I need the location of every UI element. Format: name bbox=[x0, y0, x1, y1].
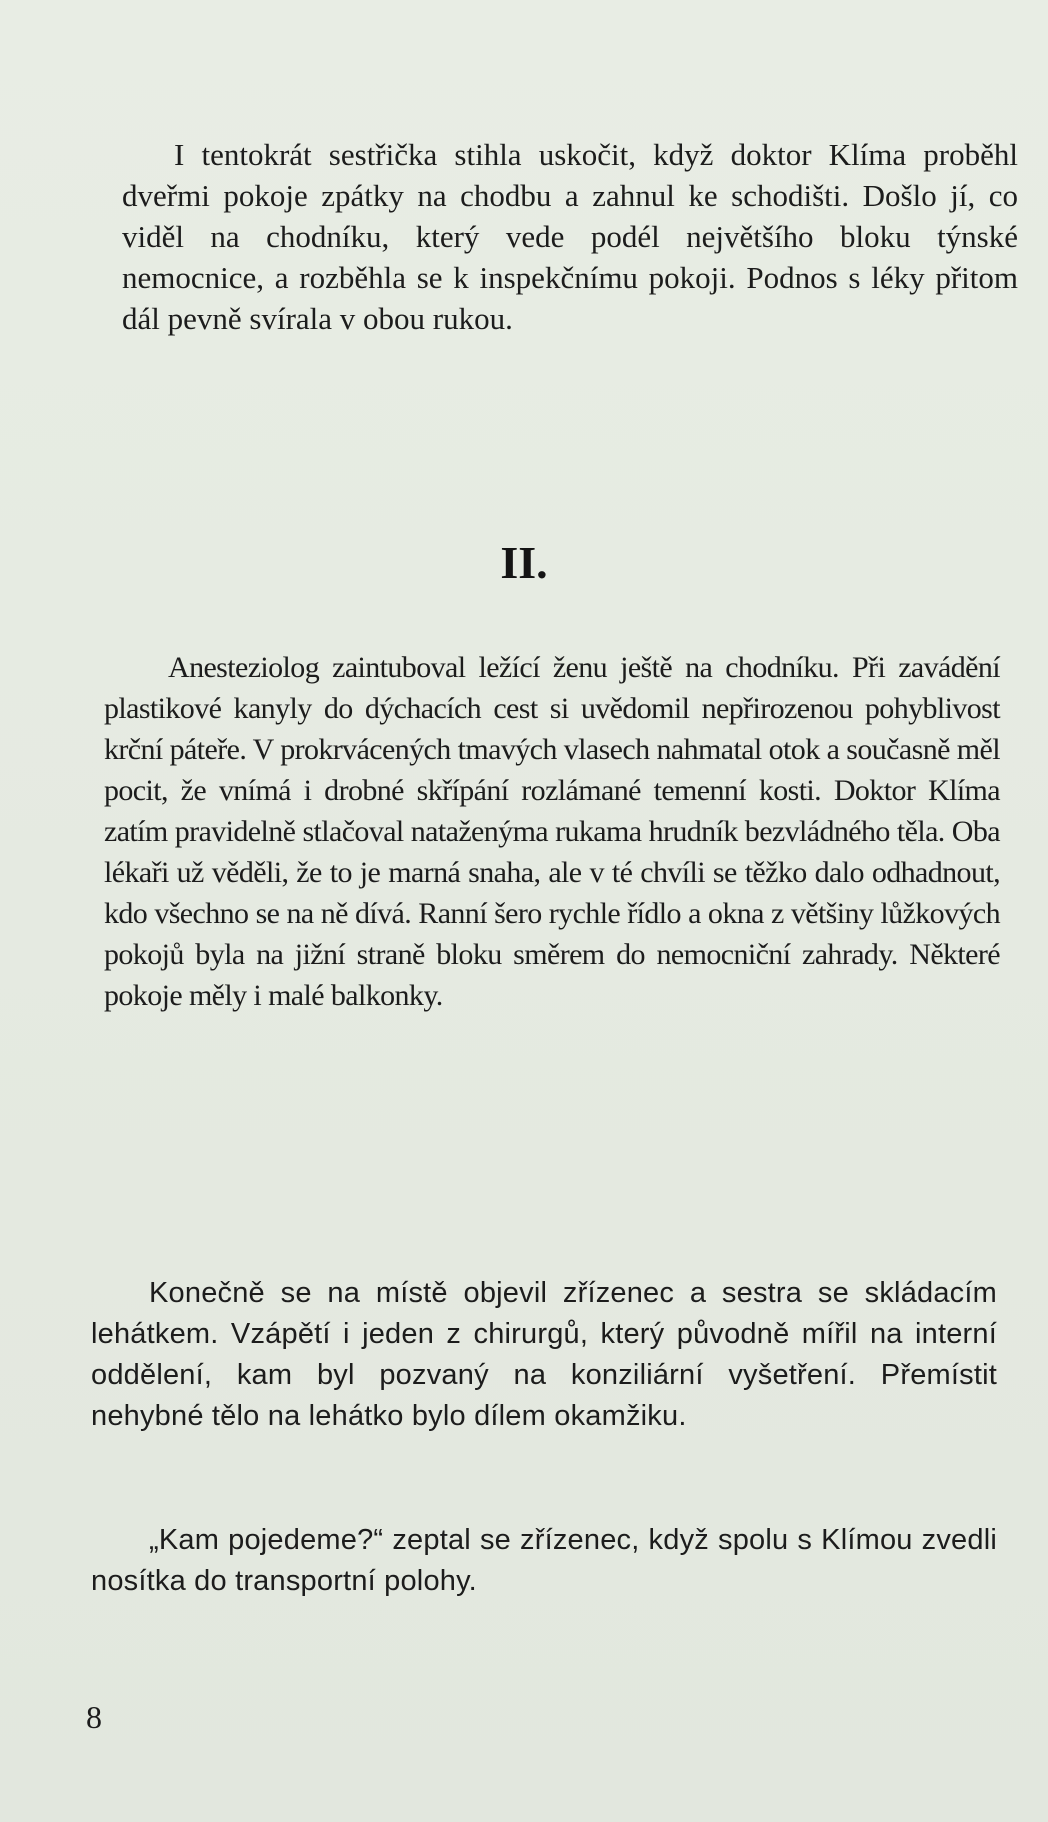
paragraph-2: Anesteziolog zaintuboval ležící ženu ještě na chodníku. Při zavádění plastikové kanyly do dýchacích cest si uvědomil nepřirozenou pohyblivost krční páteře. V prokrvácených tmavých vlasech nahmatal otok a současně měl pocit, že vnímá i drobné skřípání rozlámané temenní kosti. Doktor Klíma zatím pravidelně stlačoval nataženýma rukama hrudník bezvládného těla. Oba lékaři už věděli, že to je marná snaha, ale v té chvíli se těžko dalo odhadnout, kdo všechno se na ně dívá. Ranní šero rychle řídlo a okna z většiny lůžkových pokojů byla na jižní straně bloku směrem do nemocniční zahrady. Některé pokoje měly i malé balkonky. bbox=[104, 651, 1000, 1012]
paragraph-4: „Kam pojedeme?“ zeptal se zřízenec, když spolu s Klímou zvedli nosítka do transportní polohy. bbox=[91, 1524, 997, 1597]
page-number: 8 bbox=[86, 1699, 102, 1735]
chapter-heading: II. bbox=[500, 537, 548, 588]
paragraph-1: I tentokrát sestřička stihla uskočit, když doktor Klíma proběhl dveřmi pokoje zpátky na chodbu a zahnul ke schodišti. Došlo jí, co viděl na chodníku, který vede podél největšího bloku týnské nemocnice, a rozběhla se k inspekčnímu pokoji. Podnos s léky přitom dál pevně svírala v obou rukou. bbox=[122, 137, 1018, 336]
paragraph-3: Konečně se na místě objevil zřízenec a sestra se skládacím lehátkem. Vzápětí i jeden z chirurgů, který původně mířil na interní oddělení, kam byl pozvaný na konziliární vyšetření. Přemístit nehybné tělo na lehátko bylo dílem okamžiku. bbox=[91, 1277, 997, 1432]
